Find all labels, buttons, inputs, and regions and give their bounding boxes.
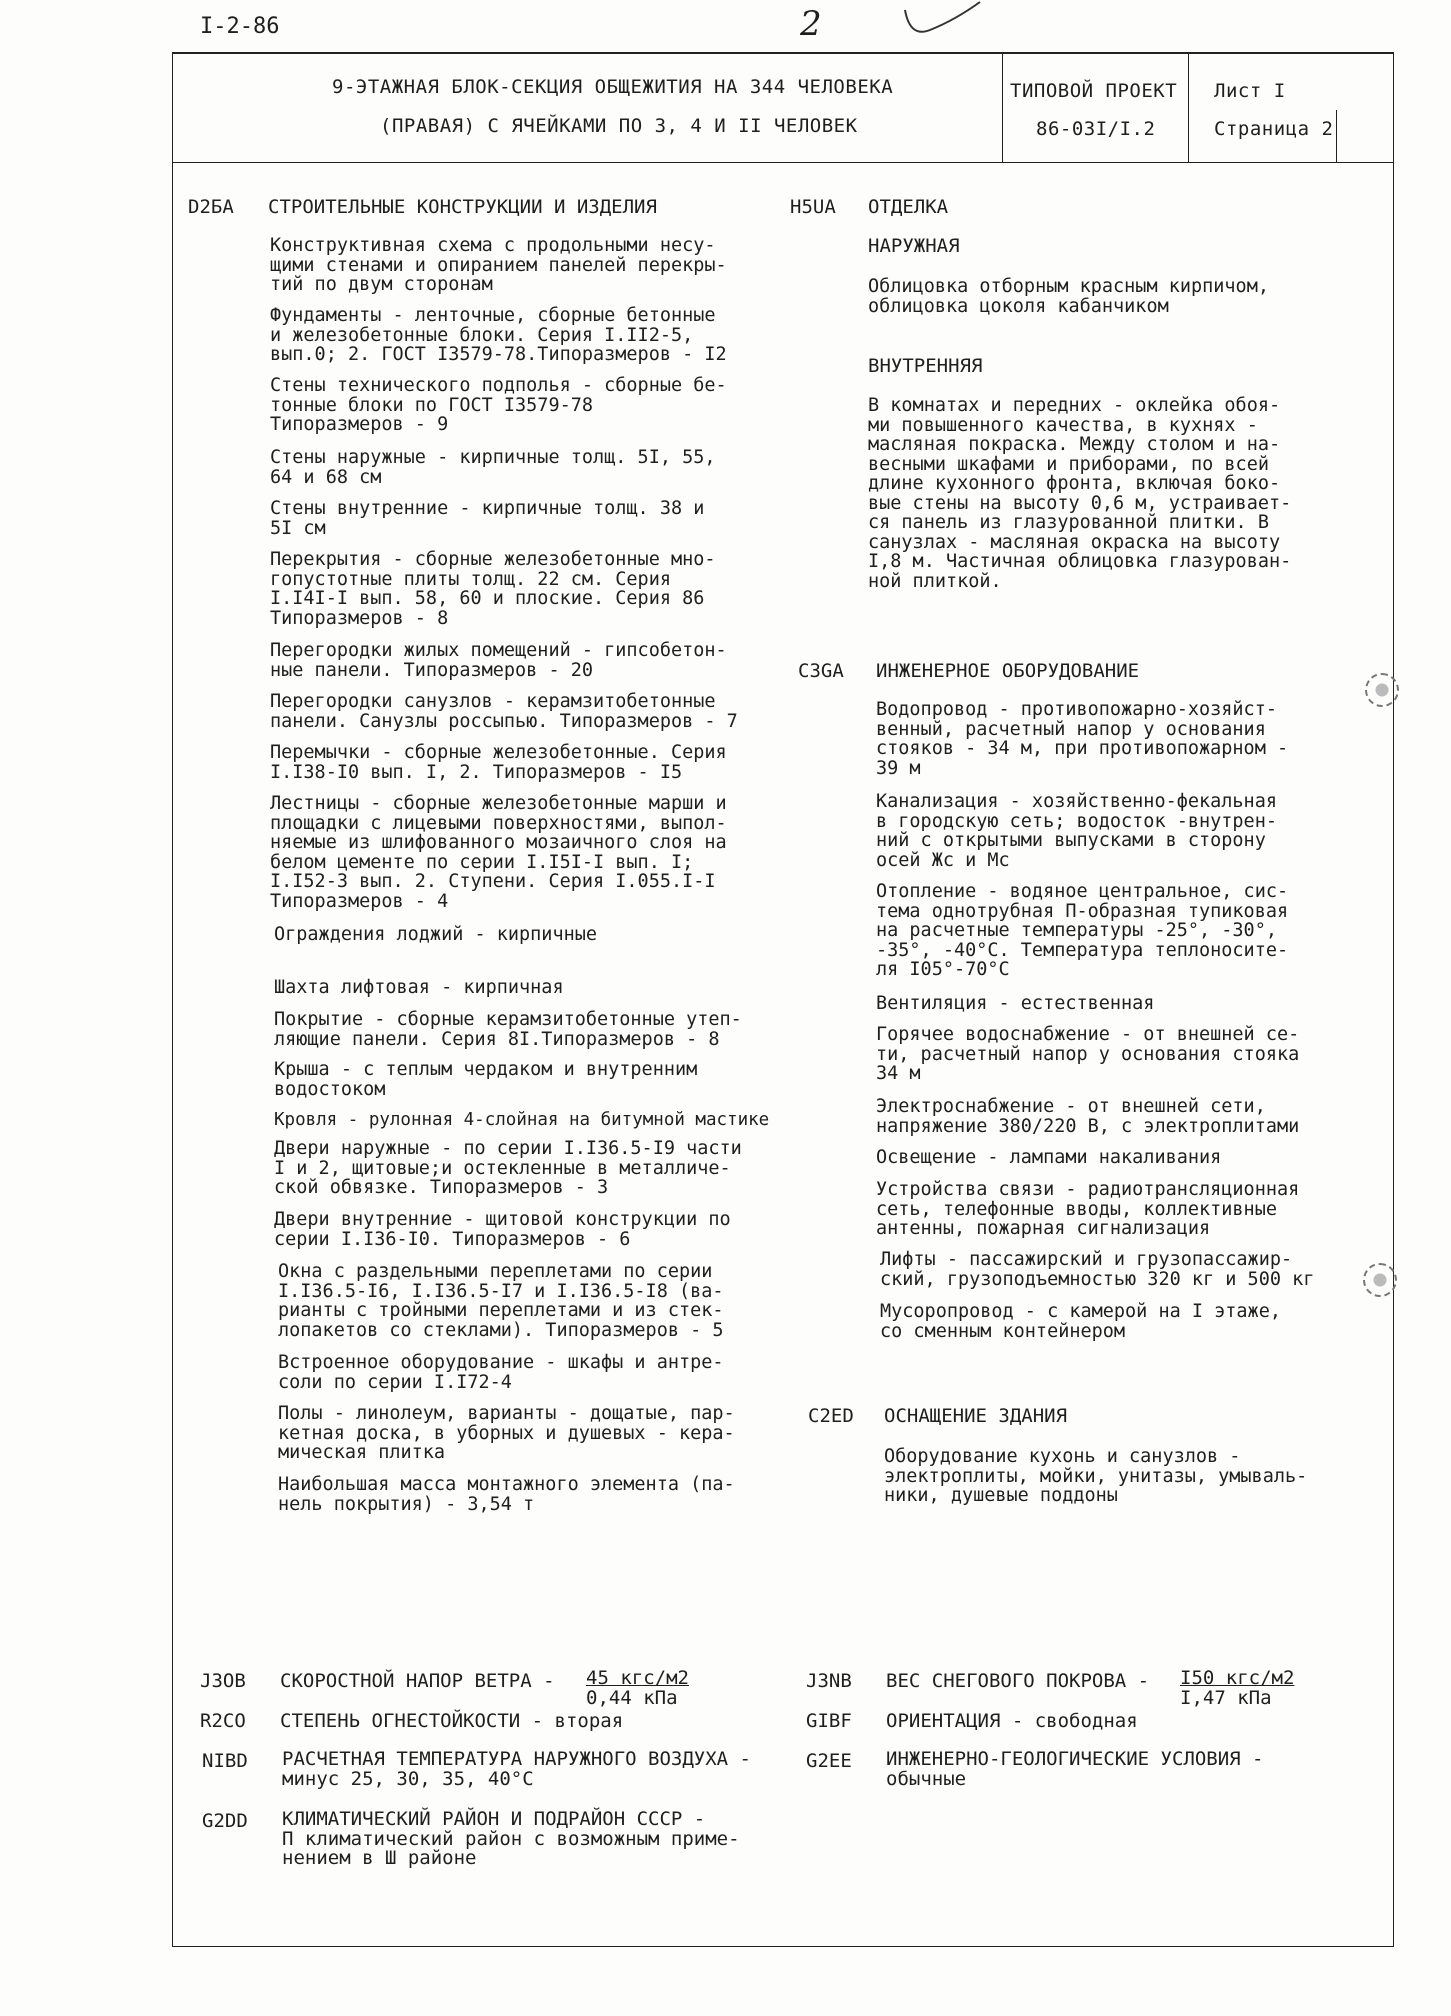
engineering-item: Водопровод - противопожарно-хозяйст- венный, расчетный напор у основания стояков - 34 м, при противопожарном - 39 м	[876, 699, 1289, 779]
structure-item: Полы - линолеум, варианты - дощатые, пар- кетная доска, в уборных и душевых - кера- мическая плитка	[278, 1403, 735, 1463]
structure-item: Ограждения лоджий - кирпичные	[274, 924, 598, 945]
finish-inner-label: ВНУТРЕННЯЯ	[868, 355, 983, 377]
climate-region: КЛИМАТИЧЕСКИЙ РАЙОН И ПОДРАЙОН СССР - П климатический район с возможным приме- нением в Ш районе	[282, 1808, 740, 1869]
structure-item: Двери наружные - по серии I.I36.5-I9 части I и 2, щитовые;и остекленные в металличе- ской обвязке. Типоразмеров - 3	[274, 1138, 742, 1198]
structure-item: Перекрытия - сборные железобетонные мно- гопустотные плиты толщ. 22 см. Серия I.I4I-I вып. 58, 60 и плоские. Серия 86 Типоразмеров - 8	[270, 549, 716, 629]
engineering-item: Электроснабжение - от внешней сети, напряжение 380/220 В, с электроплитами	[876, 1096, 1300, 1137]
structure-item: Стены технического подполья - сборные бе- тонные блоки по ГОСТ I3579-78 Типоразмеров - 9	[270, 375, 727, 435]
equipment-text: Оборудование кухонь и санузлов - электроплиты, мойки, унитазы, умываль- ники, душевые поддоны	[884, 1446, 1308, 1506]
orientation-code: GIBF	[806, 1710, 852, 1732]
structure-item: Покрытие - сборные керамзитобетонные утеп- ляющие панели. Серия 8I.Типоразмеров - 8	[274, 1009, 742, 1050]
punch-hole-icon	[1363, 1263, 1397, 1297]
engineering-item: Горячее водоснабжение - от внешней се- ти, расчетный напор у основания стояка 34 м	[876, 1024, 1300, 1084]
structure-item: Шахта лифтовая - кирпичная	[274, 977, 564, 998]
project-label: ТИПОВОЙ ПРОЕКТ	[1010, 80, 1178, 102]
wind-label: СКОРОСТНОЙ НАПОР ВЕТРА -	[280, 1670, 555, 1692]
header-title-line2: (ПРАВАЯ) С ЯЧЕЙКАМИ ПО 3, 4 И II ЧЕЛОВЕК	[380, 115, 858, 137]
wind-code: J3OB	[200, 1670, 246, 1692]
section-code-equipment: С2ЕD	[808, 1405, 854, 1427]
finish-outer-text: Облицовка отборным красным кирпичом, облицовка цоколя кабанчиком	[868, 276, 1269, 317]
structure-item: Встроенное оборудование - шкафы и антре- соли по серии I.I72-4	[278, 1352, 724, 1393]
structure-item: Перегородки санузлов - керамзитобетонные панели. Санузлы россыпью. Типоразмеров - 7	[270, 691, 738, 732]
engineering-item: Устройства связи - радиотрансляционная сеть, телефонные вводы, коллективные антенны, пожарная сигнализация	[876, 1179, 1300, 1239]
header-bottom-rule	[172, 162, 1394, 163]
snow-value-kpa: I,47 кПа	[1180, 1687, 1272, 1709]
engineering-item: Мусоропровод - с камерой на I этаже, со сменным контейнером	[880, 1301, 1281, 1342]
snow-code: J3NB	[806, 1670, 852, 1692]
section-heading-equipment: ОСНАЩЕНИЕ ЗДАНИЯ	[884, 1405, 1068, 1427]
design-temperature: РАСЧЕТНАЯ ТЕМПЕРАТУРА НАРУЖНОГО ВОЗДУХА - минус 25, 30, 35, 40°С	[282, 1748, 751, 1790]
structure-item: Окна с раздельными переплетами по серии I.I36.5-I6, I.I36.5-I7 и I.I36.5-I8 (ва- рианты с тройными переплетами и из стек- лопакетов со стеклами). Типоразмеров - 5	[278, 1261, 724, 1341]
header-divider-2	[1188, 52, 1189, 162]
structure-item: Перемычки - сборные железобетонные. Серия I.I38-I0 вып. I, 2. Типоразмеров - I5	[270, 742, 727, 783]
finish-outer-label: НАРУЖНАЯ	[868, 235, 960, 257]
orientation: ОРИЕНТАЦИЯ - свободная	[886, 1710, 1138, 1732]
structure-item: Наибольшая масса монтажного элемента (па- нель покрытия) - 3,54 т	[278, 1474, 735, 1515]
wind-value-kgs: 45 кгс/м2	[586, 1667, 689, 1689]
structure-item: Перегородки жилых помещений - гипсобетон- ные панели. Типоразмеров - 20	[270, 640, 727, 681]
engineering-item: Вентиляция - естественная	[876, 993, 1155, 1014]
header-title-line1: 9-ЭТАЖНАЯ БЛОК-СЕКЦИЯ ОБЩЕЖИТИЯ НА 344 ЧЕЛОВЕКА	[332, 76, 894, 98]
engineering-item: Канализация - хозяйственно-фекальная в городскую сеть; водосток -внутрен- ний с открытыми выпусками в сторону осей Жс и Мс	[876, 791, 1277, 871]
header-divider-1	[1002, 52, 1003, 162]
section-code-finish: Н5UА	[790, 196, 836, 218]
section-heading-structures: СТРОИТЕЛЬНЫЕ КОНСТРУКЦИИ И ИЗДЕЛИЯ	[268, 196, 657, 218]
section-heading-engineering: ИНЖЕНЕРНОЕ ОБОРУДОВАНИЕ	[876, 660, 1140, 682]
section-heading-finish: ОТДЕЛКА	[868, 196, 949, 218]
engineering-item: Отопление - водяное центральное, сис- тема однотрубная П-образная тупиковая на расчетные температуры -25°, -30°, -35°, -40°С. Температура теплоносите- ля I05°-70°С	[876, 881, 1289, 980]
snow-label: ВЕС СНЕГОВОГО ПОКРОВА -	[886, 1670, 1150, 1692]
structure-item: Кровля - рулонная 4-слойная на битумной мастике	[274, 1110, 770, 1130]
fire-code: R2CO	[200, 1710, 246, 1732]
section-code-engineering: С3GА	[798, 660, 844, 682]
structure-item: Стены внутренние - кирпичные толщ. 38 и 5I см	[270, 498, 705, 539]
document-code: I-2-86	[200, 14, 280, 39]
project-number: 86-03I/I.2	[1036, 118, 1156, 140]
structure-item: Лестницы - сборные железобетонные марши и площадки с лицевыми поверхностями, выпол- няемые из шлифованного мозаичного слоя на белом цементе по серии I.I5I-I вып. I; I.I52-3 вып. 2. Ступени. Серия I.055.I-I Типоразмеров - 4	[270, 793, 727, 912]
sheet-number: Лист I	[1214, 80, 1286, 102]
structure-item: Стены наружные - кирпичные толщ. 5I, 55, 64 и 68 см	[270, 447, 716, 488]
fire-resistance: СТЕПЕНЬ ОГНЕСТОЙКОСТИ - вторая	[280, 1710, 624, 1732]
temperature-code: NIBD	[202, 1750, 248, 1772]
structure-item: Двери внутренние - щитовой конструкции по серии I.I36-I0. Типоразмеров - 6	[274, 1209, 731, 1250]
climate-code: G2DD	[202, 1810, 248, 1832]
engineering-item: Освещение - лампами накаливания	[876, 1147, 1222, 1168]
snow-value-kgs: I50 кгс/м2	[1180, 1667, 1295, 1689]
punch-hole-icon	[1365, 673, 1399, 707]
geology-code: G2EE	[806, 1750, 852, 1772]
structure-item: Фундаменты - ленточные, сборные бетонные и железобетонные блоки. Серия I.II2-5, вып.0; 2. ГОСТ I3579-78.Типоразмеров - I2	[270, 305, 727, 365]
page-mark: 2	[800, 4, 822, 44]
handwritten-mark	[900, 0, 990, 40]
section-code-structures: D2БА	[188, 196, 234, 218]
page-number: Страница 2	[1214, 118, 1334, 140]
header-divider-3	[1336, 110, 1337, 162]
engineering-item: Лифты - пассажирский и грузопассажир- ский, грузоподъемностью 320 кг и 500 кг	[880, 1249, 1315, 1290]
finish-inner-text: В комнатах и передних - оклейка обоя- ми повышенного качества, в кухнях - масляная покраска. Между столом и на- весными шкафами и приборами, по всей длине кухонного фронта, включая боко- вые стены на высоту 0,6 м, устраивает- ся панель из глазурованной плитки. В санузлах - масляная окраска на высоту I,8 м. Частичная облицовка глазурован- ной плиткой.	[868, 395, 1292, 592]
geology-conditions: ИНЖЕНЕРНО-ГЕОЛОГИЧЕСКИЕ УСЛОВИЯ - обычные	[886, 1748, 1264, 1790]
wind-value-kpa: 0,44 кПа	[586, 1687, 678, 1709]
structure-item: Крыша - с теплым чердаком и внутренним водостоком	[274, 1059, 698, 1100]
structure-item: Конструктивная схема с продольными несу- щими стенами и опиранием панелей перекры- тий по двум сторонам	[270, 235, 727, 295]
